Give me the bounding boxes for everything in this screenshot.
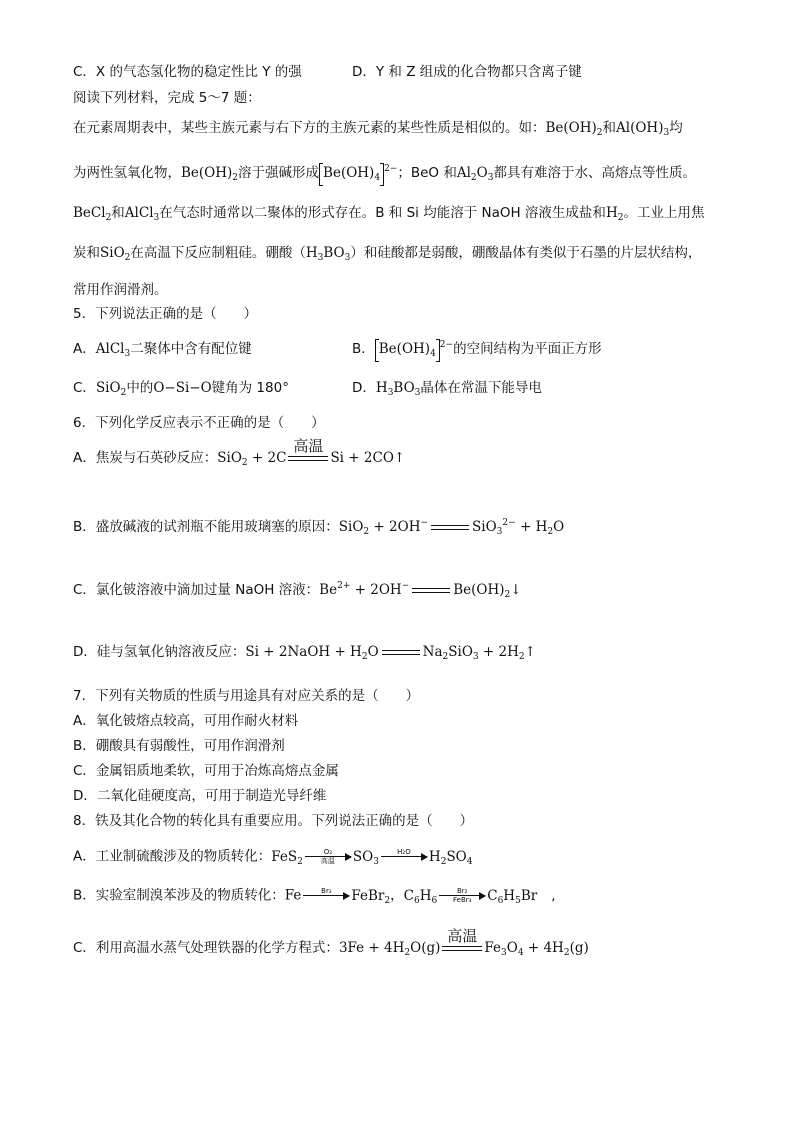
q5-option-a: A．AlCl$_3$二聚体中含有配位键 <box>73 341 252 359</box>
q7-option-c: C．金属铝质地柔软，可用于冶炼高熔点金属 <box>73 763 339 779</box>
q8-option-b: B．实验室制溴苯涉及的物质转化：Fe Br₂ FeBr$_2$，$C_6H_6$ Br₂ FeBr₃ $C_6H_5Br$ , <box>73 887 556 906</box>
q7-option-a: A．氧化铍熔点较高，可用作耐火材料 <box>73 713 299 729</box>
q6-option-c: C．氯化铍溶液中滴加过量 NaOH 溶液：$Be^{2+} + 2OH^-$ $Be(OH)_2↓$ <box>73 581 522 600</box>
q7-stem: 7．下列有关物质的性质与用途具有对应关系的是（ ） <box>73 688 420 704</box>
q7-option-b: B．硼酸具有弱酸性，可用作润滑剂 <box>73 738 285 754</box>
q8-stem: 8．铁及其化合物的转化具有重要应用。下列说法正确的是（ ） <box>73 813 474 829</box>
q7-option-d: D．二氧化硅硬度高，可用于制造光导纤维 <box>73 788 327 804</box>
reading-line-1: 在元素周期表中，某些主族元素与右下方的主族元素的某些性质是相似的。如：$Be(OH)_2$和$Al(OH)_3$均 <box>73 120 683 138</box>
reading-line-5: 常用作润滑剂。 <box>73 282 168 298</box>
q6a-condition: 高温 <box>288 455 328 461</box>
q8b-arrow-1: Br₂ <box>303 887 349 904</box>
q5-option-d: D．$H_3BO_3$晶体在常温下能导电 <box>352 380 542 398</box>
q8b-arrow-2: Br₂ FeBr₃ <box>439 887 485 904</box>
q6-option-a: A．焦炭与石英砂反应：SiO$_2$ + 2C 高温 Si + 2CO↑ <box>73 437 406 468</box>
q6-stem: 6．下列化学反应表示不正确的是（ ） <box>73 415 325 431</box>
q8-option-a: A．工业制硫酸涉及的物质转化：FeS$_2$ O₂ 高温 $SO_3$ H₂O $H_2SO_4$ <box>73 848 473 867</box>
q6-option-b: B．盛放碱液的试剂瓶不能用玻璃塞的原因：SiO$_2$ + 2OH− $SiO_3^{2-} + H_2O$ <box>73 518 565 537</box>
q8a-arrow-2: H₂O <box>381 848 427 865</box>
q8-option-c: C．利用高温水蒸气处理铁器的化学方程式：$3Fe + 4H_2O(g)$ 高温 $Fe_3O_4 + 4H_2(g)$ <box>73 927 589 958</box>
q4-option-d: D．Y 和 Z 组成的化合物都只含离子键 <box>352 64 582 80</box>
reading-line-4: 炭和SiO$_2$在高温下反应制粗硅。硼酸$(H_3BO_3)$和硅酸都是弱酸，硼酸晶体有类似于石墨的片层状结构， <box>73 245 702 263</box>
q5-option-c: C．SiO$_2$中的O−Si−O键角为 180° <box>73 380 289 398</box>
reading-intro: 阅读下列材料，完成 5～7 题： <box>73 90 261 106</box>
q8c-condition: 高温 <box>442 945 482 951</box>
q5-option-b: B． $Be(OH)_4^{2-}$的空间结构为平面正方形 <box>352 340 602 359</box>
q5-stem: 5．下列说法正确的是（ ） <box>73 306 258 322</box>
q4-option-c: C．X 的气态氢化物的稳定性比 Y 的强 <box>73 64 302 80</box>
q6-option-d: D．硅与氢氧化钠溶液反应：Si + 2NaOH + $H_2O$ $Na_2SiO_3$ + $2H_2↑$ <box>73 644 536 662</box>
reading-line-2: 为两性氢氧化物，$Be(OH)_2$溶于强碱形成 $Be(OH)_4^{2-}$；BeO 和$Al_2O_3$都具有难溶于水、高熔点等性质。 <box>73 164 696 183</box>
q8a-arrow-1: O₂ 高温 <box>305 848 351 865</box>
reading-line-3: BeCl$_2$和AlCl$_3$在气态时通常以二聚体的形式存在。B 和 Si 均能溶于 NaOH 溶液生成盐和$H_2$。工业上用焦 <box>73 205 705 223</box>
